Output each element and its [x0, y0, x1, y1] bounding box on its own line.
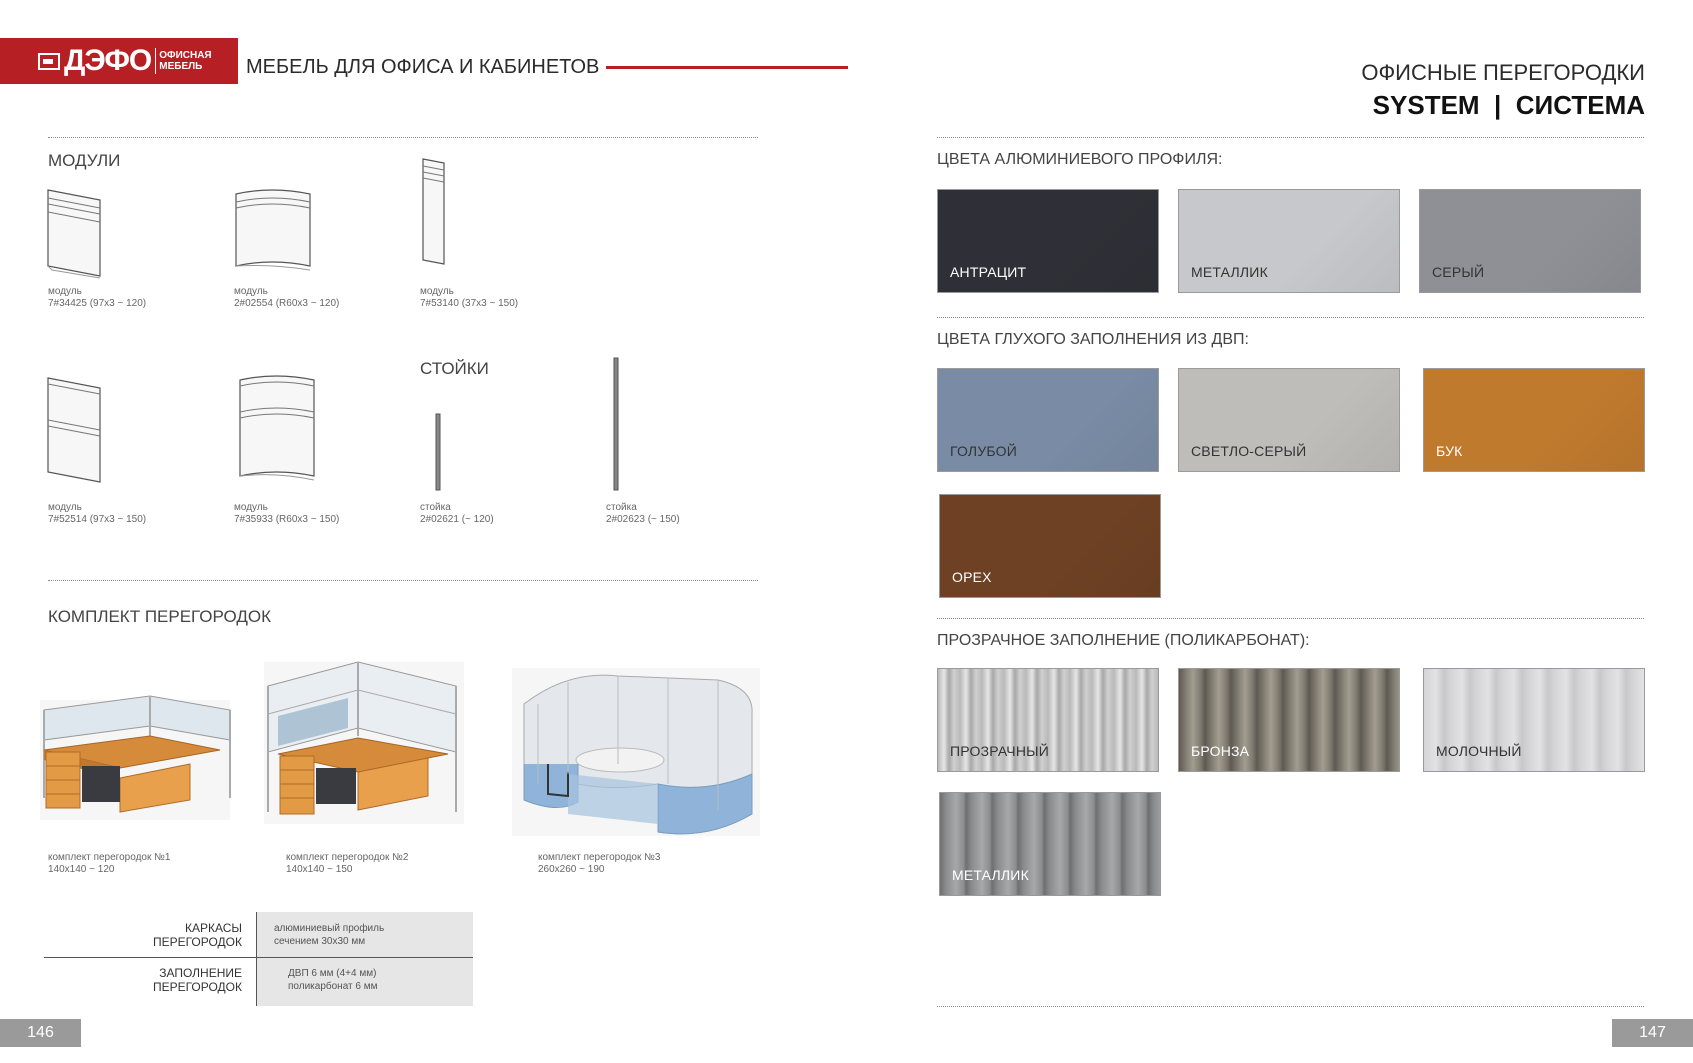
divider	[937, 317, 1644, 318]
color-swatch	[937, 189, 1159, 293]
swatch-label: МОЛОЧНЫЙ	[1436, 743, 1522, 759]
kit-size: 140x140 ~ 120	[48, 864, 115, 875]
color-swatch	[1419, 189, 1641, 293]
brand-name: ДЭФО	[64, 44, 152, 77]
post-image	[612, 356, 620, 492]
swatch-label: БУК	[1436, 443, 1463, 459]
module-code: 7#35933 (R60x3 ~ 150)	[234, 514, 340, 525]
swatch-label: БРОНЗА	[1191, 743, 1250, 759]
sofa-icon	[38, 53, 60, 70]
spec-value-line: алюминиевый профиль	[274, 923, 385, 934]
module-name: модуль	[420, 286, 454, 297]
posts-title: СТОЙКИ	[420, 359, 489, 378]
module-name: модуль	[48, 502, 82, 513]
swatch-label: ОРЕХ	[952, 569, 992, 585]
kit-size: 260x260 ~ 190	[538, 864, 605, 875]
kit-caption	[538, 852, 660, 876]
spec-table-vline	[256, 912, 257, 1006]
clear-fill-title: ПРОЗРАЧНОЕ ЗАПОЛНЕНИЕ (ПОЛИКАРБОНАТ):	[937, 632, 1310, 649]
header-accent-line	[606, 66, 848, 69]
texture-swatch	[939, 792, 1161, 896]
spec-value-line: ДВП 6 мм (4+4 мм)	[288, 968, 377, 979]
brand-sub-line-2: МЕБЕЛЬ	[159, 61, 203, 72]
fill-colors-title: ЦВЕТА ГЛУХОГО ЗАПОЛНЕНИЯ ИЗ ДВП:	[937, 331, 1249, 348]
right-page-subtitle: SYSTEM | СИСТЕМА	[1372, 90, 1645, 120]
module-code: 7#34425 (97x3 ~ 120)	[48, 298, 147, 309]
partition-kit-image	[508, 664, 764, 840]
spec-label-line: ПЕРЕГОРОДОК	[152, 980, 242, 994]
swatch-label: ГОЛУБОЙ	[950, 443, 1017, 459]
kit-name: комплект перегородок №3	[538, 852, 661, 863]
spec-label	[100, 921, 242, 949]
spec-table-hline	[44, 957, 473, 958]
kit-size: 140x140 ~ 150	[286, 864, 353, 875]
module-code: 2#02554 (R60x3 ~ 120)	[234, 298, 340, 309]
swatch-label: ПРОЗРАЧНЫЙ	[950, 743, 1049, 759]
right-page-title: ОФИСНЫЕ ПЕРЕГОРОДКИ	[1361, 60, 1645, 85]
profile-colors-title: ЦВЕТА АЛЮМИНИЕВОГО ПРОФИЛЯ:	[937, 151, 1223, 168]
spec-label-line: КАРКАСЫ	[184, 921, 242, 935]
color-swatch	[937, 368, 1159, 472]
texture-swatch	[1423, 668, 1645, 772]
divider	[937, 137, 1644, 138]
divider	[937, 618, 1644, 619]
texture-swatch	[937, 668, 1159, 772]
swatch-label: СВЕТЛО-СЕРЫЙ	[1191, 443, 1307, 459]
color-swatch	[939, 494, 1161, 598]
post-code: 2#02621 (~ 120)	[420, 514, 494, 525]
spec-value-line: поликарбонат 6 мм	[288, 981, 378, 992]
page-header-title: МЕБЕЛЬ ДЛЯ ОФИСА И КАБИНЕТОВ	[246, 56, 600, 78]
module-caption	[234, 502, 339, 526]
module-caption	[234, 286, 339, 310]
page-number-right: 147	[1612, 1019, 1693, 1047]
kit-caption	[48, 852, 170, 876]
post-name: стойка	[420, 502, 451, 513]
module-caption	[420, 286, 518, 310]
module-name: модуль	[48, 286, 82, 297]
kit-name: комплект перегородок №2	[286, 852, 409, 863]
module-panel-image	[420, 156, 450, 270]
swatch-label: АНТРАЦИТ	[950, 264, 1027, 280]
post-image	[434, 412, 442, 492]
spec-value-line: сечением 30x30 мм	[274, 936, 366, 947]
brand-subtitle	[159, 50, 211, 72]
swatch-label: МЕТАЛЛИК	[952, 867, 1029, 883]
divider	[937, 1006, 1644, 1007]
module-caption	[48, 286, 146, 310]
spec-label-line: ЗАПОЛНЕНИЕ	[159, 966, 242, 980]
color-swatch	[1178, 368, 1400, 472]
brand-logo	[0, 38, 238, 84]
partition-kit-image	[30, 680, 240, 830]
post-code: 2#02623 (~ 150)	[606, 514, 680, 525]
module-panel-image	[236, 372, 320, 486]
post-name: стойка	[606, 502, 637, 513]
swatch-label: СЕРЫЙ	[1432, 264, 1485, 280]
kit-name: комплект перегородок №1	[48, 852, 171, 863]
module-panel-image	[232, 186, 316, 272]
module-name: модуль	[234, 502, 268, 513]
page-number-left: 146	[0, 1019, 81, 1047]
spec-value	[274, 922, 384, 948]
kit-caption	[286, 852, 408, 876]
logo-divider	[155, 48, 156, 74]
modules-title: МОДУЛИ	[48, 151, 121, 170]
module-panel-image	[44, 186, 106, 280]
brand-sub-line-1: ОФИСНАЯ	[159, 50, 212, 61]
module-code: 7#52514 (97x3 ~ 150)	[48, 514, 147, 525]
spec-label-line: ПЕРЕГОРОДОК	[152, 935, 242, 949]
divider	[48, 137, 758, 138]
kits-title: КОМПЛЕКТ ПЕРЕГОРОДОК	[48, 607, 271, 626]
partition-kit-image	[258, 656, 468, 830]
post-caption	[420, 502, 494, 526]
spec-value	[288, 967, 378, 993]
module-panel-image	[44, 374, 106, 486]
texture-swatch	[1178, 668, 1400, 772]
color-swatch	[1178, 189, 1400, 293]
module-name: модуль	[234, 286, 268, 297]
color-swatch	[1423, 368, 1645, 472]
spec-label	[100, 966, 242, 994]
post-caption	[606, 502, 680, 526]
module-code: 7#53140 (37x3 ~ 150)	[420, 298, 519, 309]
module-caption	[48, 502, 146, 526]
divider	[48, 580, 758, 581]
swatch-label: МЕТАЛЛИК	[1191, 264, 1268, 280]
